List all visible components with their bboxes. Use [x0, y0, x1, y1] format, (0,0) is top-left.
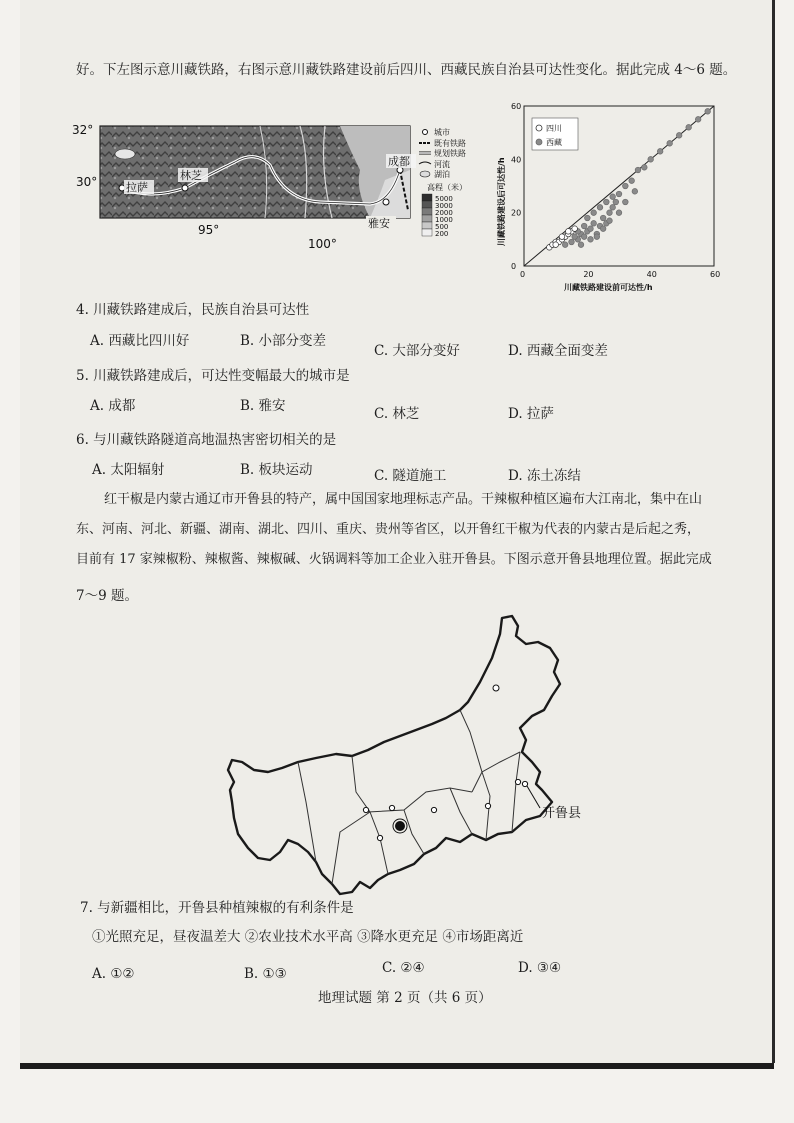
tibet-point	[588, 237, 594, 243]
tibet-point	[585, 215, 591, 221]
tibet-point	[616, 210, 622, 216]
tibet-point	[667, 141, 673, 147]
elevation-title: 高程（米）	[427, 183, 467, 192]
tibet-point	[581, 223, 587, 229]
q6-option-d[interactable]: D. 冻土冻结	[508, 468, 581, 484]
x-tick-label: 0	[520, 270, 526, 279]
svg-text:规划铁路: 规划铁路	[434, 149, 466, 158]
q4-option-c[interactable]: C. 大部分变好	[374, 343, 460, 359]
tibet-point	[616, 191, 622, 197]
tibet-point	[600, 226, 606, 232]
x-axis-label: 川藏铁路建设前可达性/h	[564, 283, 653, 292]
elevation-swatch	[422, 201, 432, 208]
railway-map	[70, 110, 470, 260]
svg-text:城市: 城市	[434, 128, 450, 137]
city-yaan	[383, 199, 389, 205]
x-tick-label: 40	[646, 270, 657, 279]
q7-statements: ①光照充足，昼夜温差大 ②农业技术水平高 ③降水更充足 ④市场距离近	[92, 929, 524, 945]
tibet-point	[581, 234, 587, 240]
tibet-point	[569, 239, 575, 245]
tibet-point	[607, 210, 613, 216]
elevation-swatch	[422, 194, 432, 201]
tibet-point	[588, 226, 594, 232]
elevation-label: 200	[435, 230, 449, 238]
q5-option-a[interactable]: A. 成都	[90, 398, 136, 414]
elevation-label: 5000	[435, 195, 453, 203]
y-tick-label: 0	[511, 262, 517, 271]
inner-mongolia-outline	[228, 616, 560, 894]
x-tick-label: 20	[583, 270, 594, 279]
y-tick-label: 60	[511, 102, 522, 111]
accessibility-chart	[492, 96, 732, 296]
lake	[115, 149, 135, 159]
q5-stem: 5. 川藏铁路建成后，可达性变幅最大的城市是	[76, 368, 350, 384]
tibet-point	[600, 215, 606, 221]
tibet-point	[623, 183, 629, 189]
sichuan-point	[559, 234, 565, 240]
tibet-point	[629, 178, 635, 184]
lat-30: 30°	[76, 175, 98, 189]
elevation-label: 500	[435, 223, 449, 231]
tibet-point	[635, 167, 641, 173]
q4-option-b[interactable]: B. 小部分变差	[240, 333, 327, 349]
lon-100: 100°	[308, 237, 337, 251]
page-bottom-edge	[20, 1063, 774, 1069]
legend-marker	[536, 125, 542, 131]
q4-stem: 4. 川藏铁路建成后，民族自治县可达性	[76, 302, 310, 318]
city-markers	[363, 685, 520, 841]
elevation-swatch	[422, 208, 432, 215]
q5-option-b[interactable]: B. 雅安	[240, 398, 286, 414]
tibet-point	[705, 109, 711, 115]
legend-label: 西藏	[546, 138, 562, 147]
tibet-point	[676, 133, 682, 139]
q6-option-b[interactable]: B. 板块运动	[240, 462, 313, 478]
passage-line-2: 东、河南、河北、新疆、湖南、湖北、四川、重庆、贵州等省区，以开鲁红干椒为代表的内蒙古是后起之秀，	[76, 522, 701, 537]
q5-option-c[interactable]: C. 林芝	[374, 406, 420, 422]
tibet-point	[562, 242, 568, 248]
q4-option-a[interactable]: A. 西藏比四川好	[90, 333, 190, 349]
tibet-point	[648, 157, 654, 163]
elevation-label: 2000	[435, 209, 453, 217]
svg-text:河流: 河流	[434, 160, 450, 169]
tibet-point	[695, 117, 701, 123]
tibet-point	[623, 199, 629, 205]
q7-option-b[interactable]: B. ①③	[244, 966, 287, 982]
map-legend	[419, 127, 467, 238]
q6-option-c[interactable]: C. 隧道施工	[374, 468, 447, 484]
sichuan-point	[572, 226, 578, 232]
elevation-swatch	[422, 222, 432, 229]
label-lhasa: 拉萨	[126, 181, 148, 194]
y-tick-label: 40	[511, 155, 522, 165]
page-footer: 地理试题 第 2 页（共 6 页）	[318, 990, 492, 1006]
svg-text:既有铁路: 既有铁路	[434, 139, 466, 148]
q7-option-c[interactable]: C. ②④	[382, 960, 425, 976]
label-nyingchi: 林芝	[180, 169, 202, 182]
passage-line-1: 红干椒是内蒙古通辽市开鲁县的特产，属中国国家地理标志产品。干辣椒种植区遍布大江南北，集中在山	[104, 492, 703, 507]
svg-text:湖泊: 湖泊	[434, 170, 450, 179]
q4-option-d[interactable]: D. 西藏全面变差	[508, 343, 608, 359]
tibet-point	[686, 125, 692, 131]
q5-option-d[interactable]: D. 拉萨	[508, 406, 554, 422]
tibet-point	[642, 165, 648, 171]
y-tick-label: 20	[511, 208, 522, 218]
legend-label: 四川	[546, 124, 562, 133]
league-boundaries	[298, 710, 520, 884]
passage-line-3: 目前有 17 家辣椒粉、辣椒酱、辣椒碱、火锅调料等加工企业入驻开鲁县。下图示意开鲁县地理位置。据此完成	[76, 552, 712, 567]
x-tick-label: 60	[710, 270, 721, 279]
chart-legend	[532, 118, 578, 150]
label-chengdu: 成都	[388, 155, 410, 168]
tibet-point	[610, 194, 616, 200]
tibet-point	[607, 218, 613, 224]
sichuan-point	[566, 229, 572, 235]
tibet-point	[594, 234, 600, 240]
y-axis-label: 川藏铁路建设后可达性/h	[497, 157, 506, 246]
inner-mongolia-map	[220, 612, 600, 902]
q7-stem: 7. 与新疆相比，开鲁县种植辣椒的有利条件是	[80, 900, 354, 916]
elevation-swatch	[422, 229, 432, 236]
lat-32: 32°	[72, 123, 94, 137]
tibet-point	[632, 189, 638, 195]
elevation-swatch	[422, 215, 432, 222]
tibet-point	[613, 199, 619, 205]
q7-option-d[interactable]: D. ③④	[518, 960, 562, 976]
elevation-label: 3000	[435, 202, 453, 210]
tibet-point	[610, 205, 616, 211]
tibet-point	[604, 199, 610, 205]
label-yaan: 雅安	[368, 217, 390, 230]
passage-line-4: 7～9 题。	[76, 588, 138, 604]
sichuan-point	[553, 242, 559, 248]
q6-option-a[interactable]: A. 太阳辐射	[92, 462, 165, 478]
q6-stem: 6. 与川藏铁路隧道高地温热害密切相关的是	[76, 432, 337, 448]
q7-option-a[interactable]: A. ①②	[92, 966, 135, 982]
lon-95: 95°	[198, 223, 220, 237]
tibet-point	[657, 149, 663, 155]
tibet-point	[597, 205, 603, 211]
kailu-marker	[522, 781, 527, 786]
city-nyingchi	[182, 185, 188, 191]
tibet-point	[578, 242, 584, 248]
tibet-point	[572, 234, 578, 240]
tibet-point	[591, 221, 597, 227]
elevation-label: 1000	[435, 216, 453, 224]
intro-line: 好。下左图示意川藏铁路，右图示意川藏铁路建设前后四川、西藏民族自治县可达性变化。据此完成 4～6 题。	[76, 62, 737, 78]
legend-marker	[536, 139, 542, 145]
tibet-point	[591, 210, 597, 216]
kailu-label: 开鲁县	[542, 806, 582, 821]
